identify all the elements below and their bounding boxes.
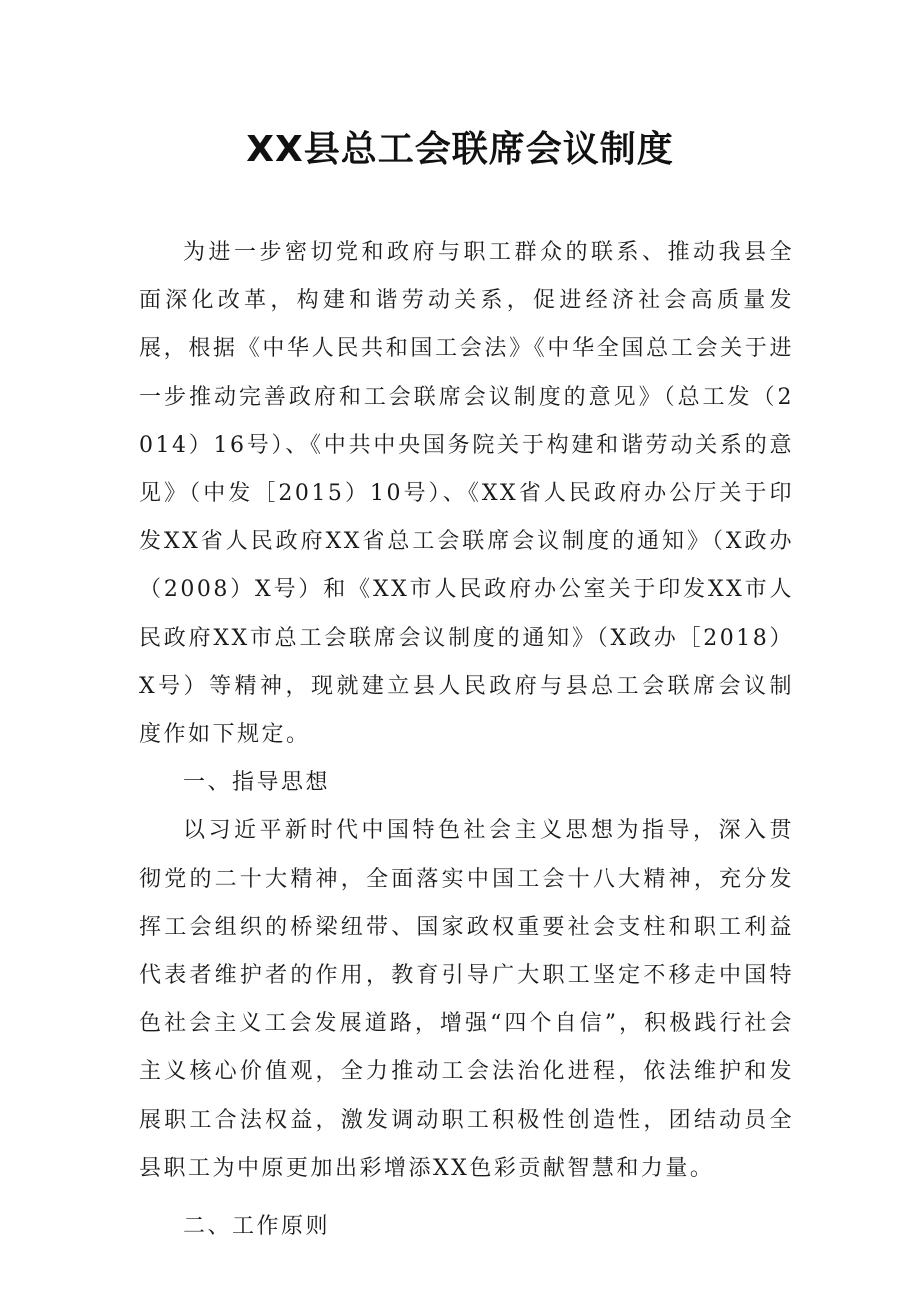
guiding-ideology-paragraph: 以习近平新时代中国特色社会主义思想为指导，深入贯彻党的二十大精神，全面落实中国工会十八大精神，充分发挥工会组织的桥梁纽带、国家政权重要社会支柱和职工利益代表者维护者的作用，教育引导广大职工坚定不移走中国特色社会主义工会发展道路，增强“四个自信”，积极践行社会主义核心价值观，全力推动工会法治化进程，依法维护和发展职工合法权益，激发调动职工积极性创造性，团结动员全县职工为中原更加出彩增添XX色彩贡献智慧和力量。	[139, 818, 794, 1181]
intro-paragraph: 为进一步密切党和政府与职工群众的联系、推动我县全面深化改革，构建和谐劳动关系，促进经济社会高质量发展，根据《中华人民共和国工会法》《中华全国总工会关于进一步推动完善政府和工会联席会议制度的意见》（总工发（2014）16号）、《中共中央国务院关于构建和谐劳动关系的意见》（中发［2015）10号）、《XX省人民政府办公厅关于印发XX省人民政府XX省总工会联席会议制度的通知》（X政办（2008）X号）和《XX市人民政府办公室关于印发XX市人民政府XX市总工会联席会议制度的通知》（X政办［2018）X号）等精神，现就建立县人民政府与县总工会联席会议制度作如下规定。	[139, 240, 794, 748]
section-heading-work-principles: 二、工作原则	[183, 1214, 331, 1240]
document-title: XX县总工会联席会议制度	[246, 129, 674, 170]
section-heading-guiding-ideology: 一、指导思想	[183, 770, 331, 796]
document-body	[139, 229, 794, 1251]
